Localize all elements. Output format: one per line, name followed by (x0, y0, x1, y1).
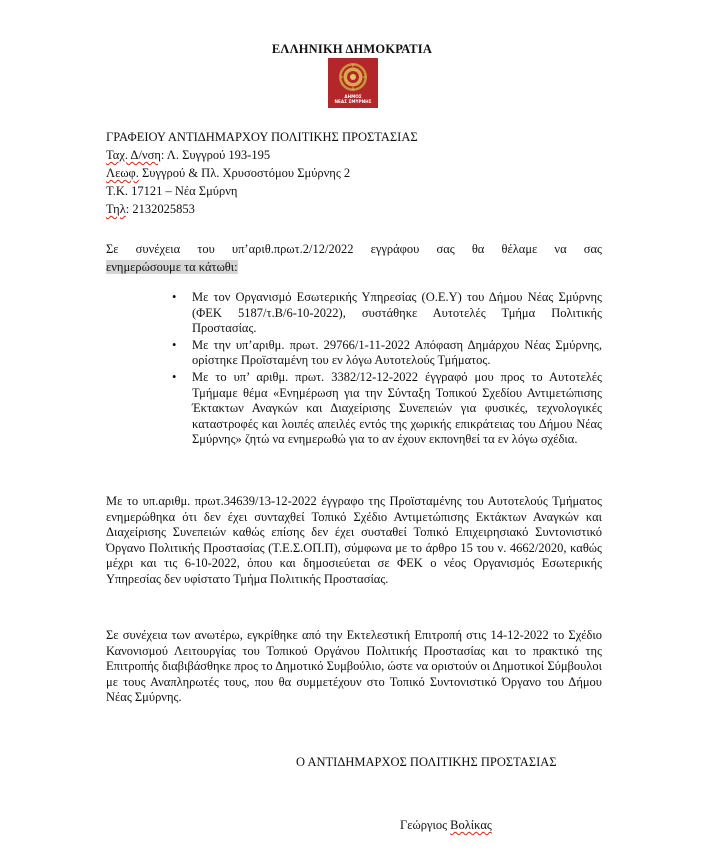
office-location: Λεωφ. Συγγρού & Πλ. Χρυσοστόμου Σμύρνης 2 (106, 166, 351, 180)
office-address: Ταχ. Δ/νση: Λ. Συγγρού 193-195 (106, 148, 271, 162)
office-postal: Τ.Κ. 17121 – Νέα Σμύρνη (106, 184, 238, 198)
body-paragraph-1: Με το υπ.αριθμ. πρωτ.34639/13-12-2022 έγγραφο της Προϊσταμένης του Αυτοτελούς Τμήματος ενημερώθηκα ότι δεν έχει συνταχθεί Τοπικό Σχέδιο Αντιμετώπισης Εκτάκτων Αναγκών και Διαχείρισης Συνεπειών καθώς επίσης δεν έχει συσταθεί Τοπικό Επιχειρησιακό Συντονιστικό Όργανο Πολιτικής Προστασίας (Τ.Ε.Σ.ΟΠ.Π), σύμφωνα με το άρθρο 15 του ν. 4662/2020, καθώς μέχρι και τις 6-10-2022, όπου και δημοσιεύεται σε ΦΕΚ ο νέος Οργανισμός Εσωτερικής Υπηρεσίας δεν υφίστατο Τμήμα Πολιτικής Προστασίας. (106, 494, 602, 586)
body-paragraph-2: Σε συνέχεια των ανωτέρω, εγκρίθηκε από την Εκτελεστική Επιτροπή στις 14-12-2022 το Σχέδιο Κανονισμού Λειτουργίας του Τοπικού Οργάνου Πολιτικής Προστασίας και το πρακτικό της Επιτροπής διαβιβάσθηκε προς το Δημοτικό Συμβούλιο, ώστε να οριστούν οι Δημοτικοί Σύμβουλοι με τους Αναπληρωτές τους, που θα συμμετέχουν στο Τοπικό Συντονιστικό Όργανο του Δήμου Νέας Σμύρνης. (106, 628, 602, 705)
list-item: • Με την υπ’αριθμ. πρωτ. 29766/1-11-2022 Απόφαση Δημάρχου Νέας Σμύρνης, ορίστηκε Προϊσταμένη του εν λόγω Αυτοτελούς Τμήματος. (172, 337, 602, 368)
office-block (106, 128, 418, 218)
logo-caption: ΔΗΜΟΣ ΝΕΑΣ ΣΜΥΡΝΗΣ (334, 94, 372, 104)
signature-title: Ο ΑΝΤΙΔΗΜΑΡΧΟΣ ΠΟΛΙΤΙΚΗΣ ΠΡΟΣΤΑΣΙΑΣ (296, 755, 557, 769)
list-item: • Με το υπ’ αριθμ. πρωτ. 3382/12-12-2022 έγγραφό μου προς το Αυτοτελές Τμήμαμε θέμα «Ενημέρωση για την Σύνταξη Τοπικού Σχεδίου Αντιμετώπισης Έκτακτων Αναγκών και Διαχείρισης Συνεπειών για φυσικές, τεχνολογικές καταστροφές και λοιπές απειλές εντός της χωρικής επικράτειας του Δήμου Νέας Σμύρνης» ζητώ να ενημερωθώ για το αν έχουν εκπονηθεί τα εν λόγω σχέδια. (172, 369, 602, 447)
office-title: ΓΡΑΦΕΙΟΥ ΑΝΤΙΔΗΜΑΡΧΟΥ ΠΟΛΙΤΙΚΗΣ ΠΡΟΣΤΑΣΙΑΣ (106, 130, 418, 144)
signature-name: Γεώργιος Βολίκας (400, 818, 492, 832)
country-heading: ΕΛΛΗΝΙΚΗ ΔΗΜΟΚΡΑΤΙΑ (271, 42, 433, 56)
municipality-logo (328, 58, 378, 108)
list-item: • Με τον Οργανισμό Εσωτερικής Υπηρεσίας (Ο.Ε.Υ) του Δήμου Νέας Σμύρνης (ΦΕΚ 5187/τ.Β/6-10-2022), συστάθηκε Αυτοτελές Τμήμα Πολιτικής Προστασίας. (172, 290, 602, 336)
intro-paragraph: Σε συνέχεια του υπ’αριθ.πρωτ.2/12/2022 εγγράφου σας θα θέλαμε να σας ενημερώσουμε τα κάτωθι: (106, 242, 602, 274)
bullet-list (172, 290, 602, 449)
office-phone: Τηλ: 2132025853 (106, 202, 195, 216)
highlighted-text: ενημερώσουμε τα κάτωθι: (106, 260, 238, 274)
